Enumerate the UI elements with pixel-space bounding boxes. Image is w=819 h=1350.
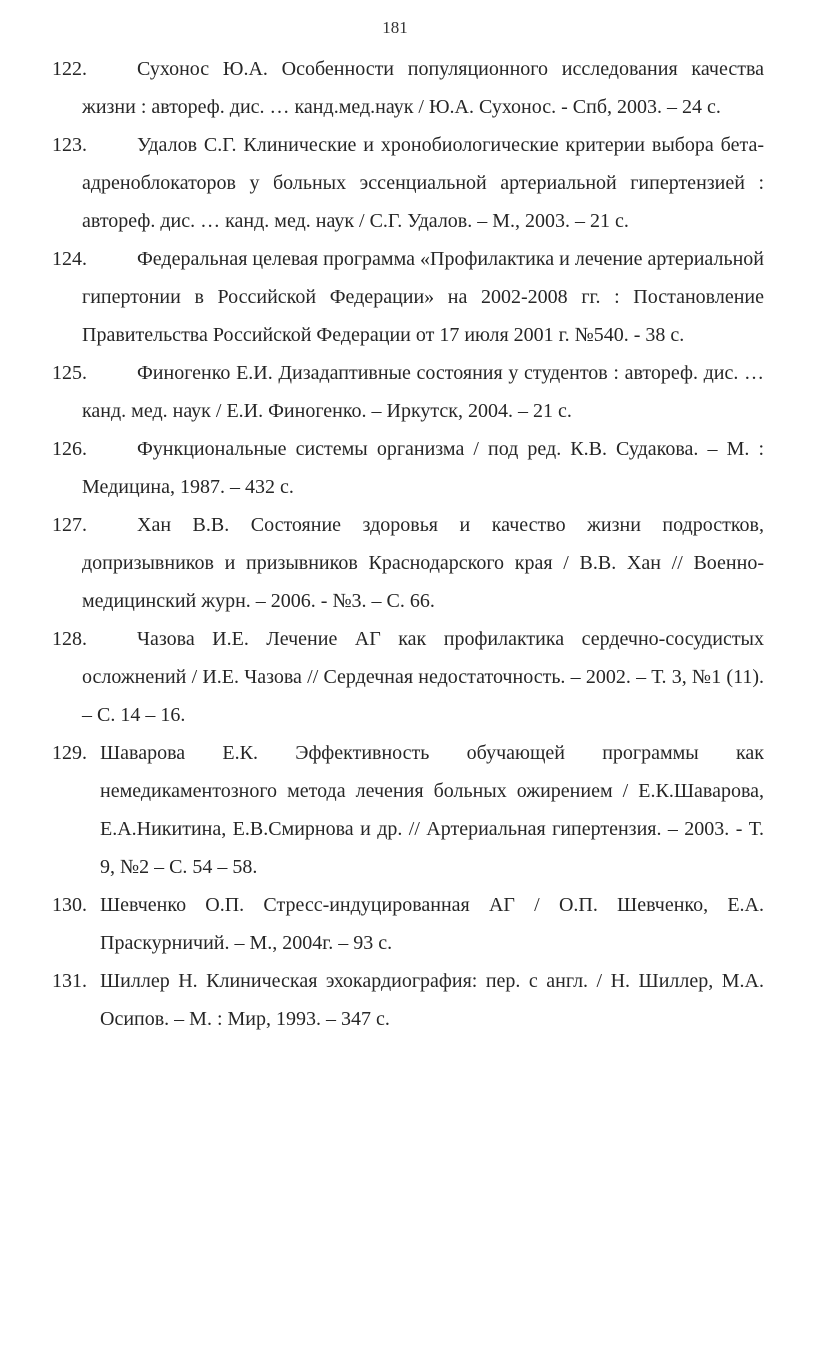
entry-number: 123. (52, 134, 87, 156)
entry-number: 129. (52, 742, 87, 764)
entry-number: 126. (52, 438, 87, 460)
bibliography-entry-130 (52, 886, 764, 962)
entry-text: Чазова И.Е. Лечение АГ как профилактика сердечно-сосудистых осложнений / И.Е. Чазова // Сердечная недостаточность. – 2002. – Т. 3, №1 (11). – С. 14 – 16. (82, 628, 764, 726)
entry-number: 127. (52, 514, 87, 536)
entry-number: 122. (52, 58, 87, 80)
bibliography-list (52, 50, 764, 1038)
bibliography-entry-123 (52, 126, 764, 240)
entry-text: Сухонос Ю.А. Особенности популяционного исследования качества жизни : автореф. дис. … канд.мед.наук / Ю.А. Сухонос. - Спб, 2003. – 24 с. (82, 58, 764, 118)
entry-text: Шаварова Е.К. Эффективность обучающей программы как немедикаментозного метода лечения больных ожирением / Е.К.Шаварова, Е.А.Никитина, Е.В.Смирнова и др. // Артериальная гипертензия. – 2003. - Т. 9, №2 – С. 54 – 58. (100, 742, 764, 878)
bibliography-entry-128 (52, 620, 764, 734)
bibliography-entry-124 (52, 240, 764, 354)
entry-text: Федеральная целевая программа «Профилактика и лечение артериальной гипертонии в Российской Федерации» на 2002-2008 гг. : Постановление Правительства Российской Федерации от 17 июля 2001 г. №540. - 38 с. (82, 248, 764, 346)
entry-text: Хан В.В. Состояние здоровья и качество жизни подростков, допризывников и призывников Краснодарского края / В.В. Хан // Военно-медицинский журн. – 2006. - №3. – С. 66. (82, 514, 764, 612)
entry-number: 131. (52, 970, 87, 992)
entry-number: 130. (52, 894, 87, 916)
entry-text: Финогенко Е.И. Дизадаптивные состояния у студентов : автореф. дис. … канд. мед. наук / Е.И. Финогенко. – Иркутск, 2004. – 21 с. (82, 362, 764, 422)
bibliography-entry-131 (52, 962, 764, 1038)
entry-text: Шевченко О.П. Стресс-индуцированная АГ / О.П. Шевченко, Е.А. Праскурничий. – М., 2004г. – 93 с. (100, 894, 764, 954)
entry-text: Удалов С.Г. Клинические и хронобиологические критерии выбора бета-адреноблокаторов у больных эссенциальной артериальной гипертензией : автореф. дис. … канд. мед. наук / С.Г. Удалов. – М., 2003. – 21 с. (82, 134, 764, 232)
bibliography-entry-126 (52, 430, 764, 506)
bibliography-entry-122 (52, 50, 764, 126)
entry-number: 125. (52, 362, 87, 384)
bibliography-entry-125 (52, 354, 764, 430)
entry-number: 124. (52, 248, 87, 270)
page-number: 181 (382, 18, 408, 37)
bibliography-entry-127 (52, 506, 764, 620)
entry-text: Шиллер Н. Клиническая эхокардиография: пер. с англ. / Н. Шиллер, М.А. Осипов. – М. : Мир, 1993. – 347 с. (100, 970, 764, 1030)
bibliography-entry-129 (52, 734, 764, 886)
entry-text: Функциональные системы организма / под ред. К.В. Судакова. – М. : Медицина, 1987. – 432 с. (82, 438, 764, 498)
entry-number: 128. (52, 628, 87, 650)
